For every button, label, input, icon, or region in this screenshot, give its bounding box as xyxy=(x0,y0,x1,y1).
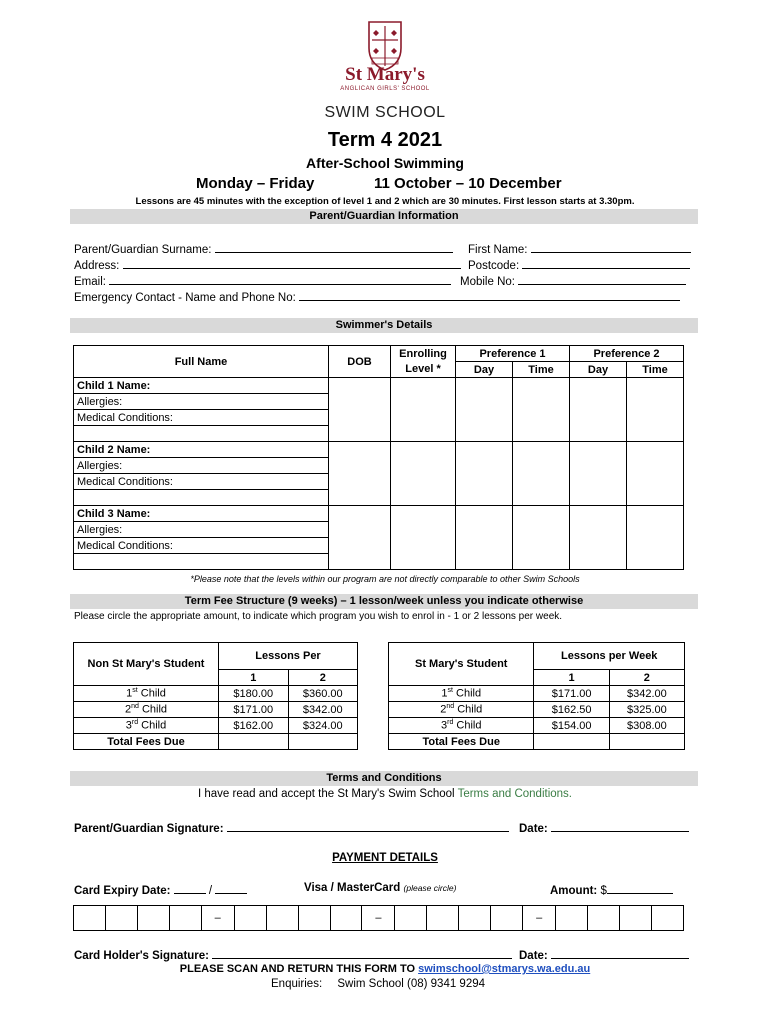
first-name-field[interactable] xyxy=(468,241,691,256)
child-2-pref1-day-cell[interactable] xyxy=(456,442,513,506)
non-stmary-fee-table xyxy=(73,642,358,750)
table-row xyxy=(74,734,358,750)
child-1-name-label[interactable]: Child 1 Name: xyxy=(74,378,329,394)
return-instruction xyxy=(0,963,770,975)
amount-label: Amount: xyxy=(550,885,598,897)
non-stmary-total-label: Total Fees Due xyxy=(74,734,219,750)
non-stmary-row-2-label: 2nd Child xyxy=(74,702,219,718)
non-stmary-col1: 1 xyxy=(219,670,288,686)
card-type-label: Visa / MasterCard xyxy=(304,882,401,894)
card-digit[interactable] xyxy=(74,906,106,931)
child-1-allergies-label[interactable]: Allergies: xyxy=(74,394,329,410)
child-1-pref1-time-cell[interactable] xyxy=(513,378,570,442)
days-label: Monday – Friday xyxy=(196,175,315,192)
child-1-dob-cell[interactable] xyxy=(329,378,391,442)
mobile-field[interactable] xyxy=(460,273,686,288)
parent-signature-label: Parent/Guardian Signature: xyxy=(74,823,224,835)
child-1-medical-label[interactable]: Medical Conditions: xyxy=(74,410,329,426)
postcode-field[interactable] xyxy=(468,257,690,272)
col-full-name: Full Name xyxy=(74,346,329,378)
stmary-label: St Mary's Student xyxy=(389,643,534,686)
child-1-pref1-day-cell[interactable] xyxy=(456,378,513,442)
signature-date-field[interactable] xyxy=(519,820,689,835)
card-digit[interactable] xyxy=(459,906,491,931)
dates-label: 11 October – 10 December xyxy=(374,175,562,192)
stmary-row-1-label: 1st Child xyxy=(389,686,534,702)
address-label: Address: xyxy=(74,260,120,272)
card-digit[interactable] xyxy=(651,906,683,931)
subtitle: After-School Swimming xyxy=(306,155,464,171)
card-holder-signature-field[interactable] xyxy=(74,947,512,962)
col-pref1-day: Day xyxy=(456,362,513,378)
enquiries-line xyxy=(271,978,485,990)
table-row xyxy=(389,686,685,702)
table-row xyxy=(389,702,685,718)
child-1-pref2-time-cell[interactable] xyxy=(627,378,684,442)
emergency-field[interactable] xyxy=(74,289,680,304)
card-digit[interactable] xyxy=(137,906,169,931)
non-stmary-row-2-v2[interactable]: $342.00 xyxy=(288,702,358,718)
dollar-sign: $ xyxy=(600,885,607,897)
levels-note: *Please note that the levels within our program are not directly comparable to other Swim Schools xyxy=(190,574,580,584)
surname-field[interactable] xyxy=(74,241,453,256)
swim-school-email-link[interactable]: swimschool@stmarys.wa.edu.au xyxy=(418,963,591,975)
stmary-row-3-v2[interactable]: $308.00 xyxy=(609,718,684,734)
child-3-name-label[interactable]: Child 3 Name: xyxy=(74,506,329,522)
child-2-pref2-time-cell[interactable] xyxy=(627,442,684,506)
card-digit[interactable] xyxy=(620,906,652,931)
non-stmary-row-3-v2[interactable]: $324.00 xyxy=(288,718,358,734)
card-holder-date-label: Date: xyxy=(519,950,548,962)
child-2-allergies-label[interactable]: Allergies: xyxy=(74,458,329,474)
stmary-row-2-v2[interactable]: $325.00 xyxy=(609,702,684,718)
child-1-pref2-day-cell[interactable] xyxy=(570,378,627,442)
stmary-row-1-v2[interactable]: $342.00 xyxy=(609,686,684,702)
card-digit[interactable] xyxy=(330,906,362,931)
mobile-label: Mobile No: xyxy=(460,276,515,288)
col-pref1-time: Time xyxy=(513,362,570,378)
card-digit[interactable] xyxy=(491,906,523,931)
expiry-slash: / xyxy=(208,885,213,897)
card-digit[interactable] xyxy=(395,906,427,931)
child-2-level-cell[interactable] xyxy=(391,442,456,506)
emergency-label: Emergency Contact - Name and Phone No: xyxy=(74,292,296,304)
circle-note: (please circle) xyxy=(403,883,457,893)
card-digit[interactable] xyxy=(556,906,588,931)
child-3-blank[interactable] xyxy=(74,554,329,570)
parent-section-bar: Parent/Guardian Information xyxy=(70,209,698,224)
child-2-blank[interactable] xyxy=(74,490,329,506)
child-3-allergies-label[interactable]: Allergies: xyxy=(74,522,329,538)
email-field[interactable] xyxy=(74,273,451,288)
payment-title: PAYMENT DETAILS xyxy=(332,852,438,864)
col-dob: DOB xyxy=(329,346,391,378)
first-name-label: First Name: xyxy=(468,244,528,256)
school-subtitle: ANGLICAN GIRLS' SCHOOL xyxy=(340,86,430,92)
school-name: St Mary's xyxy=(345,64,425,85)
non-stmary-row-1-v1[interactable]: $180.00 xyxy=(219,686,288,702)
child-2-dob-cell[interactable] xyxy=(329,442,391,506)
child-3-level-cell[interactable] xyxy=(391,506,456,570)
non-stmary-total-2[interactable] xyxy=(288,734,358,750)
surname-label: Parent/Guardian Surname: xyxy=(74,244,212,256)
non-stmary-col2: 2 xyxy=(288,670,358,686)
card-digit[interactable] xyxy=(169,906,201,931)
child-3-pref2-time-cell[interactable] xyxy=(627,506,684,570)
lessons-note: Lessons are 45 minutes with the exception of level 1 and 2 which are 30 minutes. First lesson starts at 3.30pm. xyxy=(135,196,635,207)
stmary-total-label: Total Fees Due xyxy=(389,734,534,750)
stmary-row-2-label: 2nd Child xyxy=(389,702,534,718)
stmary-fee-table xyxy=(388,642,685,750)
col-pref2-day: Day xyxy=(570,362,627,378)
stmary-total-2[interactable] xyxy=(609,734,684,750)
non-stmary-total-1[interactable] xyxy=(219,734,288,750)
table-row xyxy=(389,718,685,734)
card-holder-label: Card Holder's Signature: xyxy=(74,950,210,962)
child-1-level-cell[interactable] xyxy=(391,378,456,442)
col-enrolling: Enrolling xyxy=(391,346,456,362)
table-row xyxy=(74,718,358,734)
stmary-row-1-v1[interactable]: $171.00 xyxy=(534,686,609,702)
card-digit[interactable] xyxy=(427,906,459,931)
enquiries-label: Enquiries: xyxy=(271,978,323,990)
email-label: Email: xyxy=(74,276,106,288)
table-row xyxy=(74,378,684,394)
card-digit[interactable] xyxy=(105,906,137,931)
terms-text: I have read and accept the St Mary's Swim School xyxy=(197,788,458,800)
stmary-total-1[interactable] xyxy=(534,734,609,750)
fee-instruction: Please circle the appropriate amount, to indicate which program you wish to enrol in - 1 or 2 lessons per week. xyxy=(74,611,563,622)
card-separator: – xyxy=(201,906,234,931)
child-2-pref1-time-cell[interactable] xyxy=(513,442,570,506)
child-2-pref2-day-cell[interactable] xyxy=(570,442,627,506)
non-stmary-lessons-per: Lessons Per xyxy=(219,643,358,670)
terms-section-bar: Terms and Conditions xyxy=(70,771,698,786)
terms-statement xyxy=(0,788,770,800)
non-stmary-row-3-v1[interactable]: $162.00 xyxy=(219,718,288,734)
card-expiry-field[interactable] xyxy=(74,882,247,897)
child-2-name-label[interactable]: Child 2 Name: xyxy=(74,442,329,458)
child-3-pref1-day-cell[interactable] xyxy=(456,506,513,570)
stmary-lessons-per: Lessons per Week xyxy=(534,643,685,670)
card-separator: – xyxy=(362,906,395,931)
stmary-row-3-v1[interactable]: $154.00 xyxy=(534,718,609,734)
stmary-row-3-label: 3rd Child xyxy=(389,718,534,734)
table-row xyxy=(74,686,358,702)
signature-date-label: Date: xyxy=(519,823,548,835)
card-number-grid[interactable] xyxy=(73,905,684,931)
col-pref2-time: Time xyxy=(627,362,684,378)
return-text: PLEASE SCAN AND RETURN THIS FORM TO xyxy=(179,963,419,975)
card-digit[interactable] xyxy=(234,906,266,931)
address-field[interactable] xyxy=(74,257,461,272)
card-digit[interactable] xyxy=(266,906,298,931)
child-3-dob-cell[interactable] xyxy=(329,506,391,570)
term-title: Term 4 2021 xyxy=(327,129,443,151)
child-3-pref2-day-cell[interactable] xyxy=(570,506,627,570)
terms-link[interactable]: Terms and Conditions. xyxy=(457,788,572,800)
program-title: SWIM SCHOOL xyxy=(324,104,446,121)
col-level: Level * xyxy=(391,362,456,378)
col-pref1: Preference 1 xyxy=(456,346,570,362)
card-holder-date-field[interactable] xyxy=(519,947,689,962)
non-stmary-row-3-label: 3rd Child xyxy=(74,718,219,734)
fee-section-bar: Term Fee Structure (9 weeks) – 1 lesson/week unless you indicate otherwise xyxy=(70,594,698,609)
card-separator: – xyxy=(523,906,556,931)
table-row xyxy=(74,506,684,522)
stmary-col2: 2 xyxy=(609,670,684,686)
swimmer-table xyxy=(73,345,684,570)
table-row xyxy=(389,734,685,750)
amount-field[interactable] xyxy=(550,882,673,897)
non-stmary-row-1-label: 1st Child xyxy=(74,686,219,702)
child-3-medical-label[interactable]: Medical Conditions: xyxy=(74,538,329,554)
child-3-pref1-time-cell[interactable] xyxy=(513,506,570,570)
card-type-field[interactable] xyxy=(304,882,456,894)
non-stmary-row-1-v2[interactable]: $360.00 xyxy=(288,686,358,702)
enquiries-contact: Swim School (08) 9341 9294 xyxy=(337,978,486,990)
child-1-blank[interactable] xyxy=(74,426,329,442)
stmary-row-2-v1[interactable]: $162.50 xyxy=(534,702,609,718)
non-stmary-label: Non St Mary's Student xyxy=(74,643,219,686)
table-row xyxy=(74,702,358,718)
col-pref2: Preference 2 xyxy=(570,346,684,362)
non-stmary-row-2-v1[interactable]: $171.00 xyxy=(219,702,288,718)
swimmer-section-bar: Swimmer's Details xyxy=(70,318,698,333)
child-2-medical-label[interactable]: Medical Conditions: xyxy=(74,474,329,490)
parent-signature-field[interactable] xyxy=(74,820,509,835)
card-digit[interactable] xyxy=(298,906,330,931)
card-expiry-label: Card Expiry Date: xyxy=(74,885,171,897)
table-row xyxy=(74,442,684,458)
postcode-label: Postcode: xyxy=(468,260,520,272)
card-digit[interactable] xyxy=(588,906,620,931)
stmary-col1: 1 xyxy=(534,670,609,686)
